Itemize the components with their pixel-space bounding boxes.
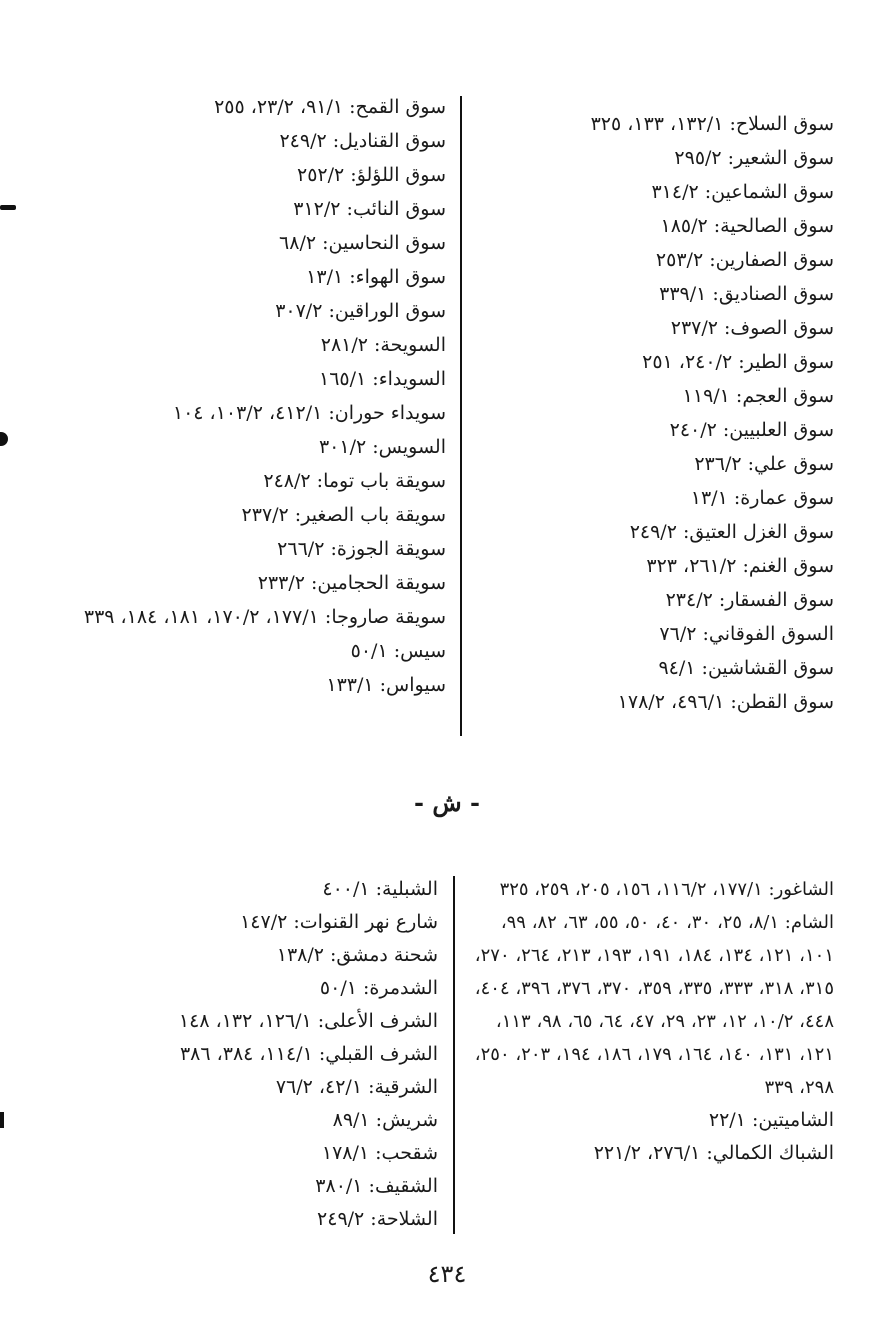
index-entry: سوق علي: ٢٣٦/٢ — [694, 453, 834, 475]
index-entry: الشرف القبلي: ١١٤/١، ٣٨٤، ٣٨٦ — [179, 1043, 438, 1065]
index-entry: سويقة الجوزة: ٢٦٦/٢ — [277, 538, 446, 560]
index-entry: سيواس: ١٣٣/١ — [326, 674, 446, 696]
index-entry: سويقة باب توما: ٢٤٨/٢ — [263, 470, 446, 492]
index-entry: سويقة صاروجا: ١٧٧/١، ١٧٠/٢، ١٨١، ١٨٤، ٣٣٩ — [83, 606, 446, 628]
index-entry: سوق الصفارين: ٢٥٣/٢ — [655, 249, 834, 271]
index-entry: السويحة: ٢٨١/٢ — [320, 334, 446, 356]
section-a-right-column — [474, 107, 834, 719]
index-entry: سوق اللؤلؤ: ٢٥٢/٢ — [297, 164, 446, 186]
index-entry: سوق العلبيين: ٢٤٠/٢ — [669, 419, 834, 441]
index-entry: الشام: ٨/١، ٢٥، ٣٠، ٤٠، ٥٠، ٥٥، ٦٣، ٨٢، ٩٩، ١٠١، ١٢١، ١٣٤، ١٨٤، ١٩١، ١٩٣، ٢١٣، ٢٦٤، ٢٧٠، ٣١٥، ٣١٨، ٣٣٣، ٣٣٥، ٣٥٩، ٣٧٠، ٣٧٦، ٣٩٦، ٤٠٤، ٤٤٨، ١٠/٢، ١٢، ٢٣، ٢٩، ٤٧، ٦٤، ٦٥، ٩٨، ١١٣، ١٢١، ١٣١، ١٤٠، ١٦٤، ١٧٩، ١٨٦، ١٩٤، ٢٠٣، ٢٥٠، ٢٩٨، ٣٣٩ — [474, 912, 834, 1098]
index-entry: الشلاحة: ٢٤٩/٢ — [317, 1208, 438, 1230]
index-entry: سوق الوراقين: ٣٠٧/٢ — [275, 300, 446, 322]
index-entry: سوق الغنم: ٢٦١/٢، ٣٢٣ — [646, 555, 834, 577]
index-entry: سوق العجم: ١١٩/١ — [682, 385, 834, 407]
index-entry: سوق القشاشين: ٩٤/١ — [658, 657, 834, 679]
index-entry: الشبلية: ٤٠٠/١ — [322, 878, 438, 900]
index-entry: السوق الفوقاني: ٧٦/٢ — [659, 623, 834, 645]
index-entry: سوق الصالحية: ١٨٥/٢ — [660, 215, 834, 237]
index-entry: سوق الشعير: ٢٩٥/٢ — [674, 147, 834, 169]
column-divider — [460, 96, 462, 736]
section-a-left-column — [74, 90, 446, 702]
index-entry: سوق القناديل: ٢٤٩/٢ — [279, 130, 446, 152]
section-b-left-column — [78, 873, 438, 1236]
page-number: ٤٣٤ — [427, 1260, 467, 1288]
index-entry: الشباك الكمالي: ٢٧٦/١، ٢٢١/٢ — [593, 1142, 834, 1164]
index-entry: سوق عمارة: ١٣/١ — [690, 487, 834, 509]
index-entry: سوق النائب: ٣١٢/٢ — [293, 198, 446, 220]
index-entry: سيس: ٥٠/١ — [350, 640, 446, 662]
index-entry: شقحب: ١٧٨/١ — [321, 1142, 438, 1164]
scan-edge-mark — [0, 1112, 4, 1128]
index-entry: سويقة باب الصغير: ٢٣٧/٢ — [241, 504, 446, 526]
index-entry: سويقة الحجامين: ٢٣٣/٢ — [257, 572, 446, 594]
scan-edge-mark — [0, 432, 8, 446]
index-entry: السويداء: ١٦٥/١ — [319, 368, 446, 390]
index-entry: سوق النحاسين: ٦٨/٢ — [279, 232, 446, 254]
index-entry: الشرف الأعلى: ١٢٦/١، ١٣٢، ١٤٨ — [178, 1010, 438, 1032]
index-entry: سوق الغزل العتيق: ٢٤٩/٢ — [629, 521, 834, 543]
index-entry: شريش: ٨٩/١ — [332, 1109, 438, 1131]
index-entry: الشدمرة: ٥٠/١ — [319, 977, 438, 999]
index-entry: سوق القمح: ٩١/١، ٢٣/٢، ٢٥٥ — [214, 96, 446, 118]
index-entry: الشرقية: ٤٢/١، ٧٦/٢ — [275, 1076, 438, 1098]
index-entry: سوق الصوف: ٢٣٧/٢ — [670, 317, 834, 339]
index-entry: سوق الطير: ٢٤٠/٢، ٢٥١ — [642, 351, 834, 373]
index-entry: الشقيف: ٣٨٠/١ — [315, 1175, 438, 1197]
index-entry: الشاغور: ١٧٧/١، ١١٦/٢، ١٥٦، ٢٠٥، ٢٥٩، ٣٢٥ — [499, 879, 834, 900]
section-b-right-column — [466, 873, 834, 1170]
index-entry: سوق الهواء: ١٣/١ — [306, 266, 446, 288]
index-entry: شحنة دمشق: ١٣٨/٢ — [276, 944, 438, 966]
index-entry: سوق الشماعين: ٣١٤/٢ — [651, 181, 834, 203]
index-entry: سوق السلاح: ١٣٢/١، ١٣٣، ٣٢٥ — [590, 113, 834, 135]
index-entry: السويس: ٣٠١/٢ — [318, 436, 446, 458]
index-entry: سوق الفسقار: ٢٣٤/٢ — [665, 589, 834, 611]
section-letter-heading: - ش - — [414, 788, 480, 817]
index-entry: سوق الصناديق: ٣٣٩/١ — [659, 283, 834, 305]
column-divider — [453, 876, 455, 1234]
index-entry: سوق القطن: ٤٩٦/١، ١٧٨/٢ — [617, 691, 834, 713]
scan-edge-mark — [0, 205, 16, 210]
index-entry: سويداء حوران: ٤١٢/١، ١٠٣/٢، ١٠٤ — [172, 402, 446, 424]
index-entry: الشاميتين: ٢٢/١ — [708, 1109, 834, 1131]
index-entry: شارع نهر القنوات: ١٤٧/٢ — [240, 911, 438, 933]
